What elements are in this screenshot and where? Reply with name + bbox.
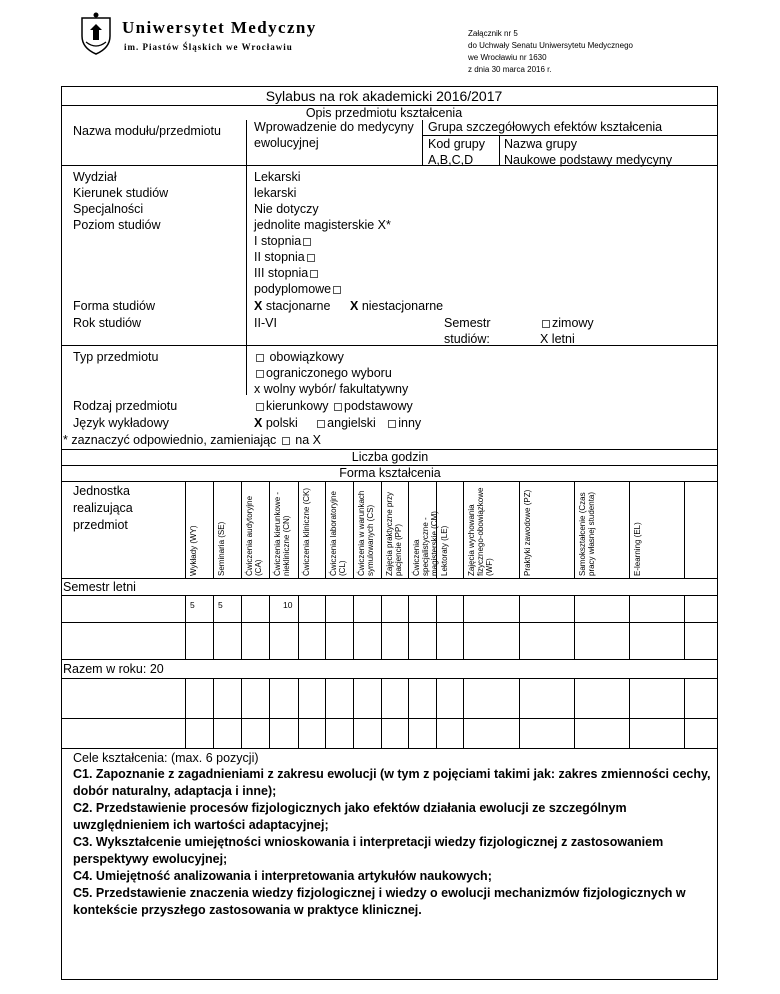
checkbox-icon — [388, 420, 396, 428]
type-option: obowiązkowy — [254, 350, 344, 365]
hours-subtitle: Forma kształcenia — [339, 466, 441, 480]
unit-label: Jednostka — [73, 484, 130, 498]
level-option: I stopnia — [254, 234, 313, 249]
hours-column-header: Praktyki zawodowe (PZ) — [523, 489, 532, 576]
kind-options: kierunkowy podstawowy — [254, 399, 413, 414]
faculty-label: Wydział — [73, 170, 117, 184]
subtitle: Opis przedmiotu kształcenia — [305, 106, 463, 120]
hours-column-header: Seminaria (SE) — [217, 521, 226, 576]
group-name-label: Nazwa grupy — [504, 137, 577, 151]
annex-line: z dnia 30 marca 2016 r. — [468, 65, 552, 74]
grid-line — [241, 678, 242, 748]
university-crest-icon — [76, 12, 116, 56]
grid-line — [213, 481, 214, 578]
goal-line: perspektywy ewolucyjnej; — [73, 852, 228, 866]
annex-line: Załącznik nr 5 — [468, 29, 518, 38]
grid-line — [269, 481, 270, 578]
faculty-value: Lekarski — [254, 170, 301, 184]
group-code-value: A,B,C,D — [428, 153, 474, 167]
grid-line — [436, 481, 437, 578]
hours-value-wy: 5 — [190, 600, 195, 610]
semester-option: X letni — [540, 332, 575, 346]
study-form-option: X stacjonarne — [254, 299, 331, 313]
type-option: ograniczonego wyboru — [254, 366, 392, 381]
grid-line — [185, 678, 186, 748]
hours-column-header: Ćwiczenia kliniczne (CK) — [302, 487, 311, 576]
group-code-label: Kod grupy — [428, 137, 485, 151]
grid-line — [298, 481, 299, 578]
grid-line — [353, 481, 354, 578]
checkbox-icon — [542, 320, 550, 328]
specialty-label: Specjalności — [73, 202, 144, 216]
grid-line — [325, 595, 326, 659]
goal-line: C4. Umiejętność analizowania i interpretowania artykułów naukowych; — [73, 869, 492, 883]
grid-line — [269, 595, 270, 659]
group-header: Grupa szczegółowych efektów kształcenia — [428, 120, 663, 134]
annex-note — [468, 28, 633, 76]
grid-line — [684, 678, 685, 748]
module-name-line2: ewolucyjnej — [254, 136, 319, 150]
hours-column-header: E-learning (EL) — [633, 522, 642, 576]
grid-line — [381, 678, 382, 748]
grid-line — [213, 595, 214, 659]
level-option: jednolite magisterskie X* — [254, 218, 391, 232]
field-label: Kierunek studiów — [73, 186, 169, 200]
checkbox-icon — [310, 270, 318, 278]
year-label: Rok studiów — [73, 316, 142, 330]
field-value: lekarski — [254, 186, 297, 200]
goal-line: C5. Przedstawienie znaczenia wiedzy fizjologicznej i wiedzy o ewolucji mechanizmów fizjologicznych w — [73, 886, 686, 900]
university-subname: im. Piastów Śląskich we Wrocławiu — [124, 42, 293, 52]
checkbox-icon — [256, 370, 264, 378]
hours-column-header: Wykłady (WY) — [189, 525, 198, 576]
level-option: II stopnia — [254, 250, 317, 265]
hours-column-header: Samokształcenie (Czas pracy własnej studenta) — [578, 491, 596, 576]
hours-title: Liczba godzin — [351, 450, 429, 464]
checkbox-icon — [282, 437, 290, 445]
hours-value-se: 5 — [218, 600, 223, 610]
goals-heading: Cele kształcenia: (max. 6 pozycji) — [73, 751, 259, 765]
annex-line: we Wrocławiu nr 1630 — [468, 53, 547, 62]
grid-line — [298, 678, 299, 748]
grid-line — [684, 595, 685, 659]
type-option: x wolny wybór/ fakultatywny — [254, 382, 409, 396]
grid-line — [574, 595, 575, 659]
goal-line: uwzględnieniem ich wartości adaptacyjnej; — [73, 818, 329, 832]
specialty-value: Nie dotyczy — [254, 202, 319, 216]
hours-column-header: Ćwiczenia specjalistyczne - magisterskie (CM) — [412, 511, 439, 576]
grid-line — [353, 678, 354, 748]
module-name-line1: Wprowadzenie do medycyny — [254, 120, 414, 134]
grid-line — [574, 678, 575, 748]
unit-label: realizująca — [73, 501, 133, 515]
grid-line — [213, 678, 214, 748]
grid-line — [519, 481, 520, 578]
grid-line — [381, 595, 382, 659]
grid-line — [629, 595, 630, 659]
hours-column-header: Lektoraty (LE) — [440, 525, 449, 576]
grid-line — [463, 481, 464, 578]
page-title: Sylabus na rok akademicki 2016/2017 — [265, 88, 503, 104]
hours-column-header: Zajęcia wychowania fizycznego-obowiązkowe (WF) — [467, 487, 494, 576]
hours-column-header: Ćwiczenia laboratoryjne (CL) — [329, 491, 347, 576]
goal-line: dobór naturalny, adaptacja i inne); — [73, 784, 277, 798]
level-option: III stopnia — [254, 266, 320, 281]
grid-line — [519, 678, 520, 748]
grid-line — [353, 595, 354, 659]
checkbox-icon — [303, 238, 311, 246]
university-name: Uniwersytet Medyczny — [122, 18, 317, 37]
goal-line: C3. Wykształcenie umiejętności wnioskowania i interpretacji wiedzy fizjologicznej z zastosowaniem — [73, 835, 664, 849]
checkbox-icon — [307, 254, 315, 262]
grid-line — [436, 595, 437, 659]
grid-line — [185, 595, 186, 659]
goal-line: kontekście przyszłego zastosowania w praktyce klinicznej. — [73, 903, 422, 917]
goal-line: C2. Przedstawienie procesów fizjologicznych jako efektów działania ewolucji ze szczególnym — [73, 801, 627, 815]
grid-line — [463, 678, 464, 748]
checkbox-icon — [317, 420, 325, 428]
semester-label: Semestr — [444, 316, 491, 330]
language-options: X polski angielski inny — [254, 416, 422, 430]
grid-line — [463, 595, 464, 659]
study-form-label: Forma studiów — [73, 299, 155, 313]
level-label: Poziom studiów — [73, 218, 161, 232]
checkbox-icon — [256, 354, 264, 362]
grid-line — [408, 678, 409, 748]
grid-line — [519, 595, 520, 659]
year-value: II-VI — [254, 316, 277, 330]
year-total: Razem w roku: 20 — [63, 662, 164, 676]
semester-option: zimowy — [540, 316, 594, 331]
kind-label: Rodzaj przedmiotu — [73, 399, 178, 413]
grid-line — [381, 481, 382, 578]
grid-line — [298, 595, 299, 659]
module-label: Nazwa modułu/przedmiotu — [73, 124, 221, 138]
group-name-value: Naukowe podstawy medycyny — [504, 153, 673, 167]
grid-line — [325, 678, 326, 748]
annex-line: do Uchwały Senatu Uniwersytetu Medycznego — [468, 41, 633, 50]
type-label: Typ przedmiotu — [73, 350, 159, 364]
grid-line — [185, 481, 186, 578]
hours-column-header: Ćwiczenia w warunkach symulowanych (CS) — [357, 490, 375, 576]
grid-line — [408, 481, 409, 578]
grid-line — [241, 595, 242, 659]
goal-line: C1. Zapoznanie z zagadnieniami z zakresu ewolucji (w tym z pojęciami takimi jak: zakres zmienności cechy, — [73, 767, 711, 781]
checkbox-icon — [333, 286, 341, 294]
language-label: Język wykładowy — [73, 416, 169, 430]
hours-column-header: Ćwiczenia audytoryjne (CA) — [245, 495, 263, 576]
grid-line — [684, 481, 685, 578]
level-option: podyplomowe — [254, 282, 343, 297]
unit-label: przedmiot — [73, 518, 128, 532]
hours-column-header: Ćwiczenia kierunkowe - niekliniczne (CN) — [273, 491, 291, 576]
grid-line — [325, 481, 326, 578]
grid-line — [436, 678, 437, 748]
semester-row-label: Semestr letni — [63, 580, 136, 594]
hours-column-header: Zajęcia praktyczne przy pacjencie (PP) — [385, 491, 403, 576]
footnote: * zaznaczyć odpowiednio, zamieniając na X — [63, 433, 321, 447]
checkbox-icon — [256, 403, 264, 411]
semester-label: studiów: — [444, 332, 490, 346]
grid-line — [574, 481, 575, 578]
checkbox-icon — [334, 403, 342, 411]
grid-line — [408, 595, 409, 659]
grid-line — [629, 678, 630, 748]
grid-line — [269, 678, 270, 748]
study-form-option: X niestacjonarne — [350, 299, 444, 313]
hours-value-ca: 10 — [283, 600, 293, 610]
grid-line — [629, 481, 630, 578]
grid-line — [241, 481, 242, 578]
